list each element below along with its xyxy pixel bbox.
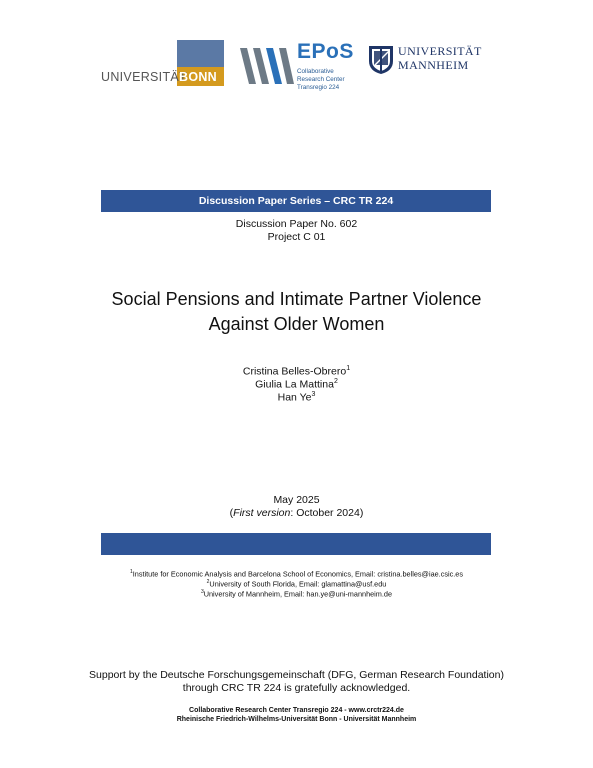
author-affiliation-marker: 1 [346,365,351,372]
author-affiliation-marker: 3 [311,391,316,398]
affiliation-text: Institute for Economic Analysis and Barcelona School of Economics, Email: cristina.belles@iae.csic.es [132,569,464,579]
first-version-label: First version [233,507,291,519]
author [0,388,593,405]
affiliation [0,587,593,599]
paper-title-line-2: Against Older Women [208,314,385,334]
bonn-logo-blue-block [177,40,224,68]
author-name: Han Ye [277,391,312,404]
series-banner [101,190,491,212]
mannheim-logo-word-university: UNIVERSITÄT [398,44,482,58]
affiliation-marker: 3 [200,589,204,595]
paper-title-line-1: Social Pensions and Intimate Partner Violence [111,289,482,309]
first-version-note: (First version: October 2024) [229,507,364,519]
mannheim-crest-icon [368,45,394,75]
epos-subtitle-line: Research Center [297,76,345,84]
university-bonn-logo [101,40,226,92]
bonn-logo-word-university: UNIVERSITÄT [101,70,187,84]
epos-subtitle-line: Collaborative [297,68,334,75]
footer-line-1: Collaborative Research Center Transregio 224 - www.crctr224.de [189,707,404,714]
epos-logo-subtitle [297,68,345,93]
author-name: Giulia La Mattina [255,378,334,391]
epos-mark-icon [240,46,294,86]
series-label: Discussion Paper Series – CRC TR 224 [198,195,394,207]
divider-banner [101,533,491,555]
mannheim-logo-word-mannheim: MANNHEIM [398,58,469,72]
affiliation-marker: 1 [129,569,133,575]
university-mannheim-logo [368,44,488,80]
epos-logo [240,40,360,92]
epos-subtitle-line: Transregio 224 [297,84,340,92]
footer-line-2: Rheinische Friedrich-Wilhelms-Universität Bonn - Universität Mannheim [176,716,417,723]
affiliation-text: University of South Florida, Email: glamattina@usf.edu [209,579,387,589]
publication-date: May 2025 [273,494,320,506]
bonn-logo-word-bonn: BONN [179,70,218,84]
paper-number: Discussion Paper No. 602 [235,218,358,230]
funding-acknowledgement-line-2: through CRC TR 224 is gratefully acknowledged. [182,682,411,694]
affiliation-text: University of Mannheim, Email: han.ye@uni-mannheim.de [203,589,393,599]
author-affiliation-marker: 2 [333,378,338,385]
affiliation-marker: 2 [206,579,210,585]
first-version-date: : October 2024) [290,507,364,519]
funding-acknowledgement-line-1: Support by the Deutsche Forschungsgemeinschaft (DFG, German Research Foundation) [89,669,504,681]
author-name: Cristina Belles-Obrero [242,365,347,378]
project-code: Project C 01 [267,231,326,243]
epos-logo-name: EPoS [297,40,354,63]
